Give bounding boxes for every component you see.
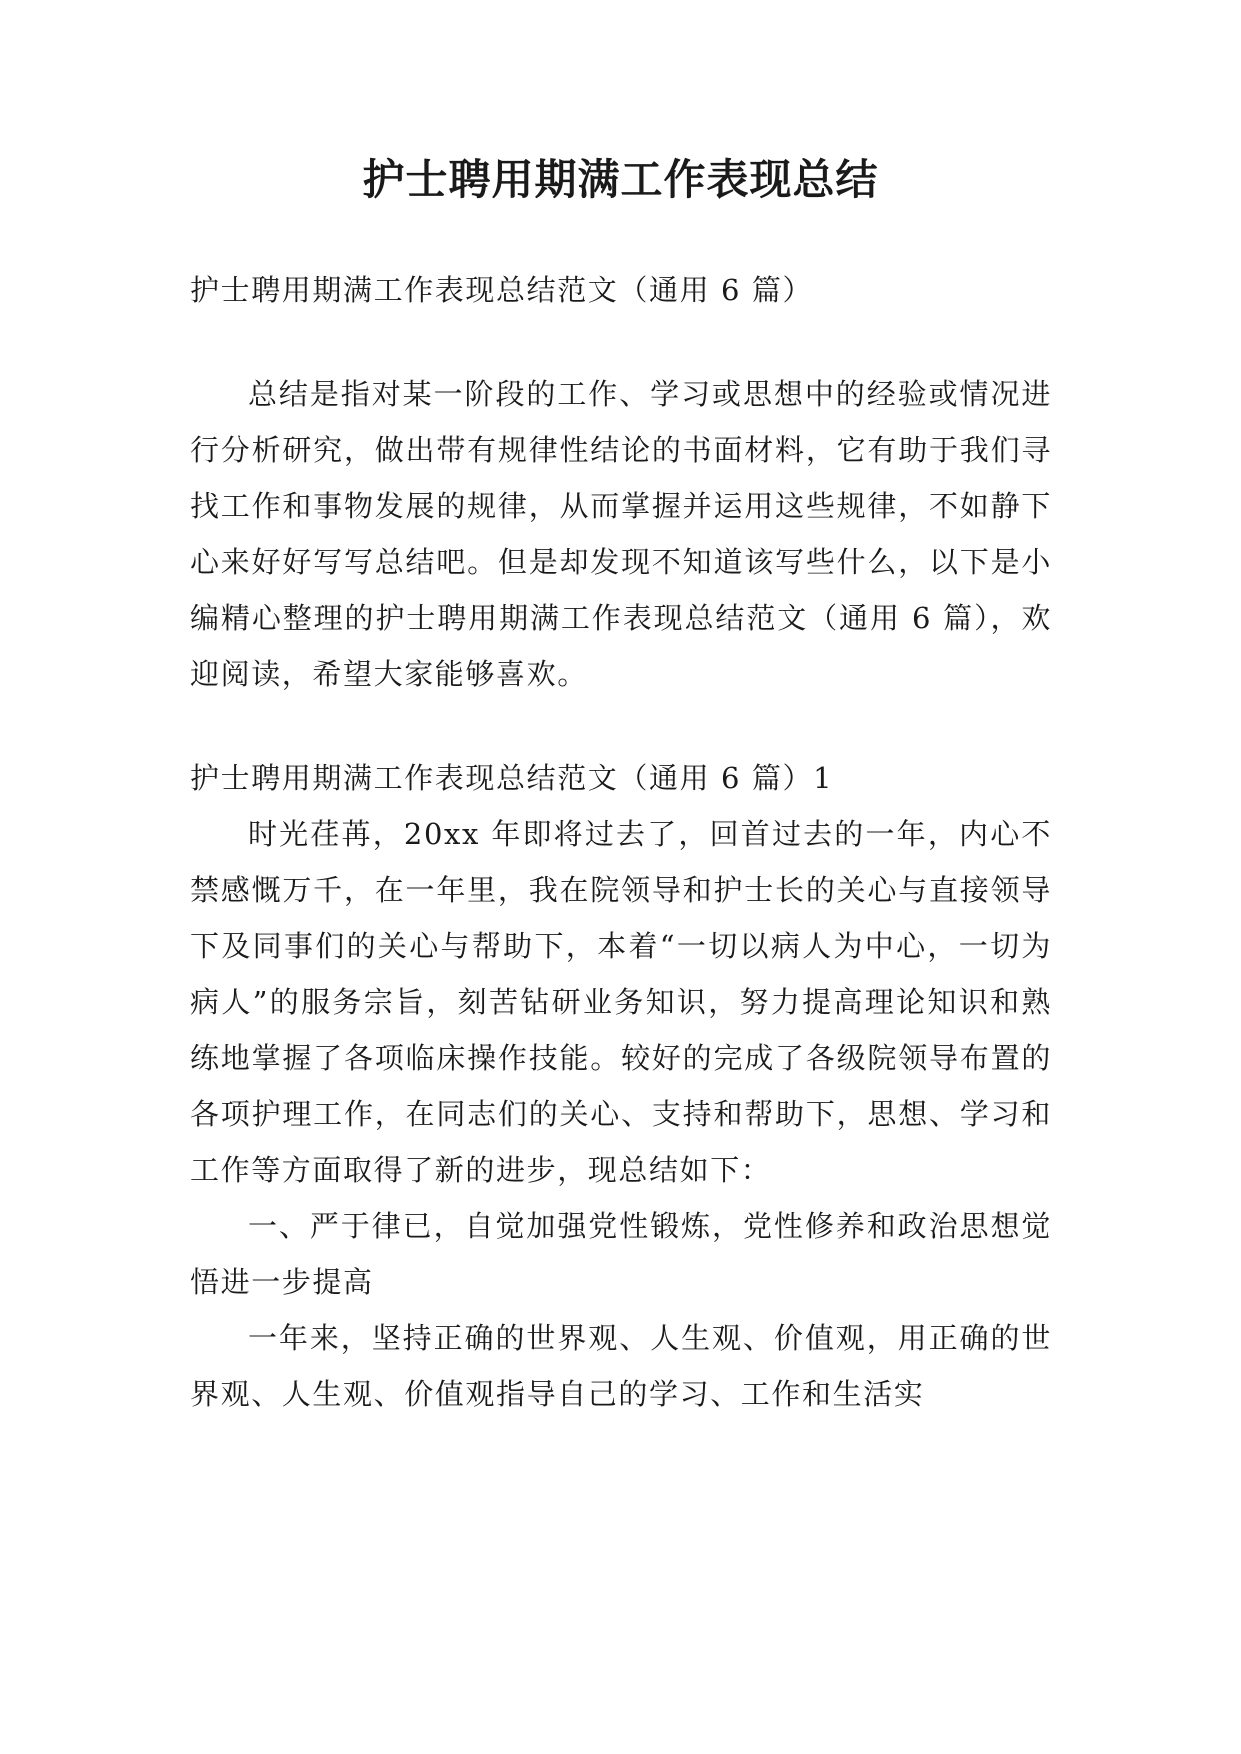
section-point: 一、严于律已，自觉加强党性锻炼，党性修养和政治思想觉悟进一步提高 <box>190 1209 1052 1299</box>
body-paragraph: 一年来，坚持正确的世界观、人生观、价值观，用正确的世界观、人生观、价值观指导自己的学习、工作和生活实 <box>190 1321 1052 1411</box>
document-title: 护士聘用期满工作表现总结 <box>362 155 879 204</box>
document-subtitle: 护士聘用期满工作表现总结范文（通用 6 篇） <box>190 273 814 307</box>
document-body <box>190 262 1052 1422</box>
section-heading: 护士聘用期满工作表现总结范文（通用 6 篇）1 <box>190 761 834 795</box>
intro-paragraph: 总结是指对某一阶段的工作、学习或思想中的经验或情况进行分析研究，做出带有规律性结论的书面材料，它有助于我们寻找工作和事物发展的规律，从而掌握并运用这些规律，不如静下心来好好写写总结吧。但是却发现不知道该写些什么，以下是小编精心整理的护士聘用期满工作表现总结范文（通用 6 篇），欢迎阅读，希望大家能够喜欢。 <box>190 377 1052 691</box>
body-paragraph: 时光荏苒，20xx 年即将过去了，回首过去的一年，内心不禁感慨万千，在一年里，我在院领导和护士长的关心与直接领导下及同事们的关心与帮助下，本着“一切以病人为中心，一切为病人”的服务宗旨，刻苦钻研业务知识，努力提高理论知识和熟练地掌握了各项临床操作技能。较好的完成了各级院领导布置的各项护理工作，在同志们的关心、支持和帮助下，思想、学习和工作等方面取得了新的进步，现总结如下： <box>190 817 1052 1187</box>
